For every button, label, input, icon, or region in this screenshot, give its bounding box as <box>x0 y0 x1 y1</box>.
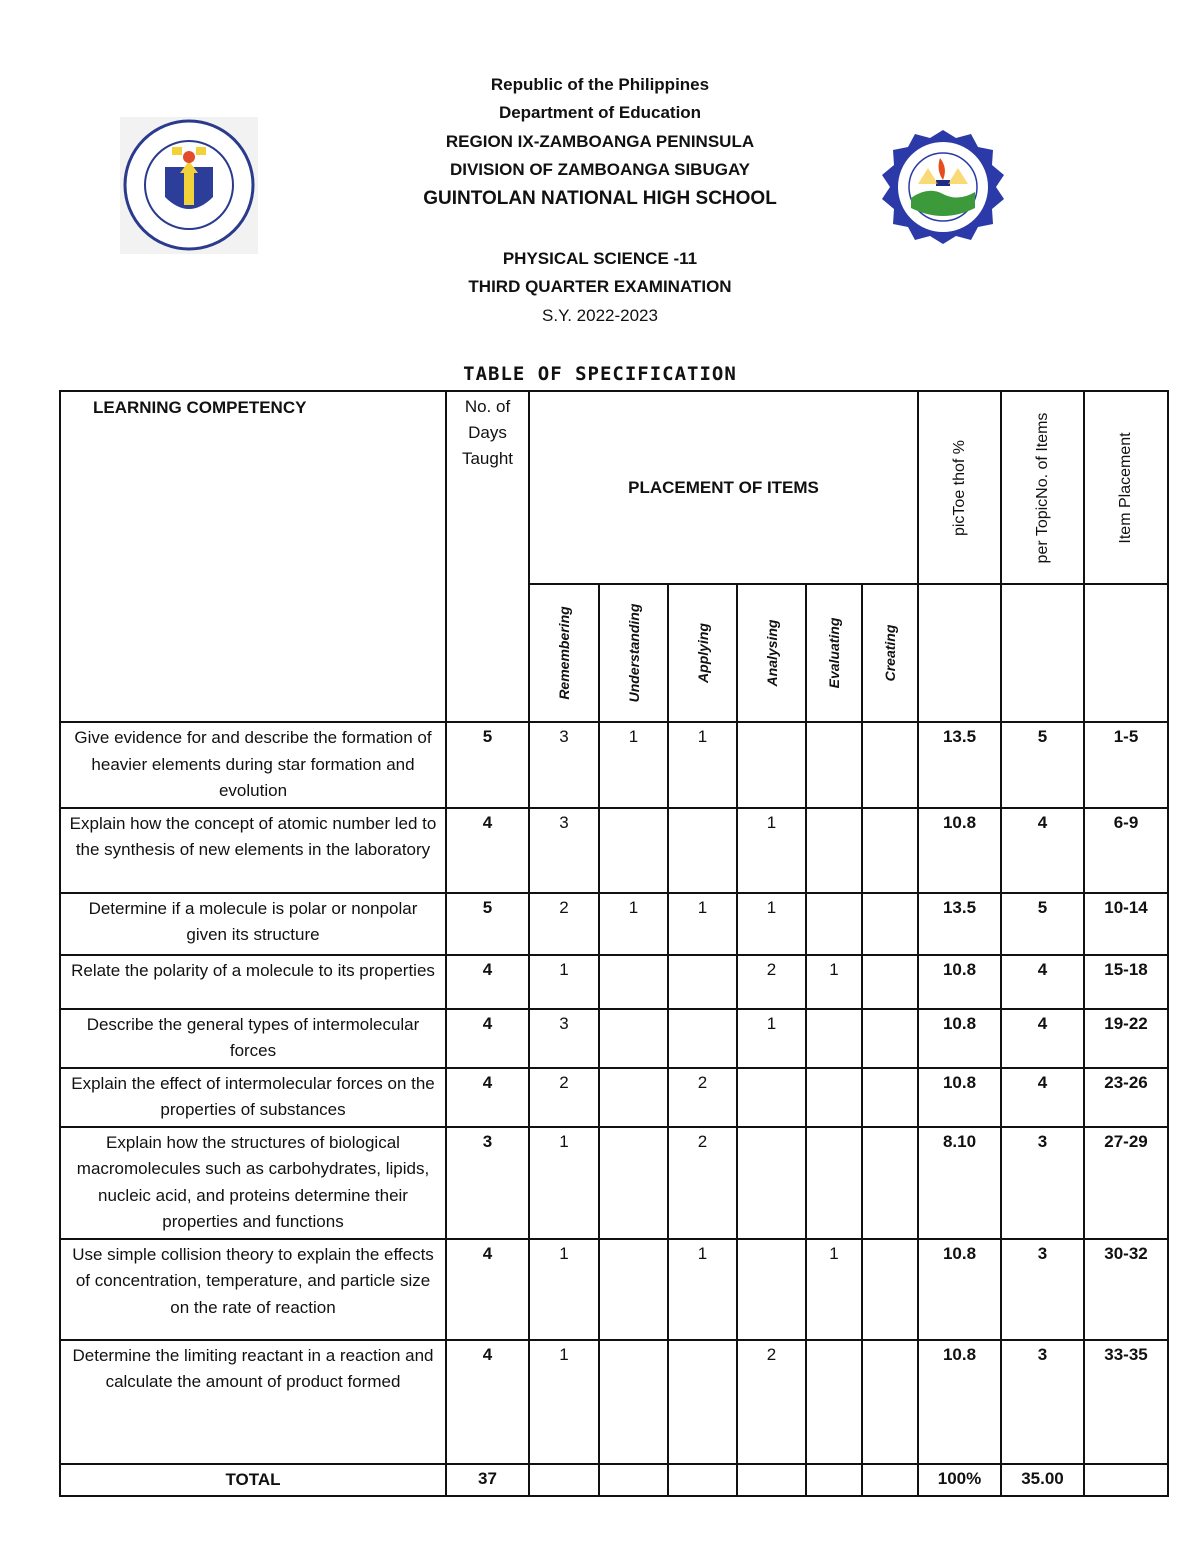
placement-cell: 19-22 <box>1084 1009 1168 1068</box>
percentage-cell: 10.8 <box>918 1009 1001 1068</box>
empty-cell <box>668 1464 737 1496</box>
creating-cell <box>862 1127 918 1239</box>
applying-cell: 1 <box>668 1239 737 1340</box>
competency-cell: Explain how the structures of biological macromolecules such as carbohydrates, lipids, nucleic acid, and proteins determine their properties and functions <box>60 1127 446 1239</box>
days-cell: 4 <box>446 1009 529 1068</box>
items-cell: 4 <box>1001 1068 1084 1127</box>
total-items: 35.00 <box>1001 1464 1084 1496</box>
number-of-items-header: per TopicNo. of Items <box>1001 391 1084 584</box>
creating-cell <box>862 1009 918 1068</box>
items-cell: 4 <box>1001 955 1084 1009</box>
analysing-cell <box>737 1239 806 1340</box>
header-department: Department of Education <box>498 103 702 122</box>
percentage-cell: 13.5 <box>918 893 1001 955</box>
remembering-cell: 2 <box>529 1068 599 1127</box>
items-cell: 4 <box>1001 808 1084 893</box>
placement-cell: 15-18 <box>1084 955 1168 1009</box>
remembering-cell: 1 <box>529 1239 599 1340</box>
understanding-cell <box>599 1127 668 1239</box>
bloom-evaluating-header: Evaluating <box>806 584 862 722</box>
empty-cell <box>806 1464 862 1496</box>
days-cell: 4 <box>446 1068 529 1127</box>
understanding-cell <box>599 1009 668 1068</box>
specification-table <box>59 390 1169 1497</box>
bloom-applying-header: Applying <box>668 584 737 722</box>
applying-cell: 2 <box>668 1068 737 1127</box>
days-cell: 5 <box>446 722 529 808</box>
header-republic: Republic of the Philippines <box>490 75 710 94</box>
table-row <box>60 955 1168 1009</box>
applying-cell: 1 <box>668 893 737 955</box>
days-cell: 3 <box>446 1127 529 1239</box>
placement-cell: 23-26 <box>1084 1068 1168 1127</box>
understanding-cell: 1 <box>599 893 668 955</box>
placement-cell: 1-5 <box>1084 722 1168 808</box>
creating-cell <box>862 1239 918 1340</box>
competency-cell: Describe the general types of intermolecular forces <box>60 1009 446 1068</box>
analysing-cell: 2 <box>737 955 806 1009</box>
analysing-cell <box>737 1127 806 1239</box>
creating-cell <box>862 1340 918 1464</box>
competency-cell: Give evidence for and describe the formation of heavier elements during star formation and evolution <box>60 722 446 808</box>
items-cell: 5 <box>1001 893 1084 955</box>
empty-cell <box>918 584 1001 722</box>
header-subject: PHYSICAL SCIENCE -11 <box>502 249 698 268</box>
understanding-cell <box>599 1239 668 1340</box>
total-days: 37 <box>446 1464 529 1496</box>
understanding-cell <box>599 955 668 1009</box>
competency-cell: Explain the effect of intermolecular forces on the properties of substances <box>60 1068 446 1127</box>
analysing-cell: 1 <box>737 1009 806 1068</box>
evaluating-cell: 1 <box>806 955 862 1009</box>
remembering-cell: 3 <box>529 722 599 808</box>
evaluating-cell: 1 <box>806 1239 862 1340</box>
items-cell: 4 <box>1001 1009 1084 1068</box>
percentage-cell: 8.10 <box>918 1127 1001 1239</box>
percentage-cell: 10.8 <box>918 955 1001 1009</box>
applying-cell <box>668 808 737 893</box>
placement-cell: 27-29 <box>1084 1127 1168 1239</box>
table-row <box>60 1009 1168 1068</box>
evaluating-cell <box>806 1009 862 1068</box>
percentage-cell: 10.8 <box>918 1068 1001 1127</box>
bloom-creating-header: Creating <box>862 584 918 722</box>
deped-seal-logo <box>120 117 258 254</box>
competency-cell: Determine if a molecule is polar or nonpolar given its structure <box>60 893 446 955</box>
items-cell: 3 <box>1001 1340 1084 1464</box>
percentage-header: picToe thof % <box>918 391 1001 584</box>
placement-cell: 10-14 <box>1084 893 1168 955</box>
empty-cell <box>529 1464 599 1496</box>
understanding-cell: 1 <box>599 722 668 808</box>
header-exam: THIRD QUARTER EXAMINATION <box>468 277 732 296</box>
remembering-cell: 1 <box>529 1127 599 1239</box>
placement-cell: 30-32 <box>1084 1239 1168 1340</box>
percentage-cell: 10.8 <box>918 1239 1001 1340</box>
applying-cell: 1 <box>668 722 737 808</box>
remembering-cell: 3 <box>529 808 599 893</box>
competency-cell: Use simple collision theory to explain the effects of concentration, temperature, and particle size on the rate of reaction <box>60 1239 446 1340</box>
days-cell: 5 <box>446 893 529 955</box>
analysing-cell: 1 <box>737 808 806 893</box>
percentage-cell: 10.8 <box>918 808 1001 893</box>
empty-cell <box>1084 584 1168 722</box>
bloom-understanding-header: Understanding <box>599 584 668 722</box>
item-placement-header: Item Placement <box>1084 391 1168 584</box>
days-cell: 4 <box>446 955 529 1009</box>
competency-cell: Determine the limiting reactant in a reaction and calculate the amount of product formed <box>60 1340 446 1464</box>
days-taught-header: No. of Days Taught <box>446 391 529 722</box>
understanding-cell <box>599 808 668 893</box>
creating-cell <box>862 1068 918 1127</box>
items-cell: 5 <box>1001 722 1084 808</box>
placement-cell: 6-9 <box>1084 808 1168 893</box>
percentage-cell: 10.8 <box>918 1340 1001 1464</box>
applying-cell <box>668 1340 737 1464</box>
creating-cell <box>862 722 918 808</box>
remembering-cell: 2 <box>529 893 599 955</box>
items-cell: 3 <box>1001 1127 1084 1239</box>
placement-of-items-header: PLACEMENT OF ITEMS <box>529 391 918 584</box>
applying-cell: 2 <box>668 1127 737 1239</box>
table-row <box>60 1127 1168 1239</box>
table-row <box>60 808 1168 893</box>
days-cell: 4 <box>446 808 529 893</box>
evaluating-cell <box>806 893 862 955</box>
table-row <box>60 722 1168 808</box>
empty-cell <box>1001 584 1084 722</box>
items-cell: 3 <box>1001 1239 1084 1340</box>
total-label: TOTAL <box>60 1464 446 1496</box>
total-percentage: 100% <box>918 1464 1001 1496</box>
header-division: DIVISION OF ZAMBOANGA SIBUGAY <box>449 160 751 179</box>
analysing-cell: 1 <box>737 893 806 955</box>
table-row <box>60 1340 1168 1464</box>
header-school-year: S.Y. 2022-2023 <box>542 306 658 325</box>
creating-cell <box>862 808 918 893</box>
table-row <box>60 1068 1168 1127</box>
remembering-cell: 1 <box>529 1340 599 1464</box>
percentage-cell: 13.5 <box>918 722 1001 808</box>
understanding-cell <box>599 1340 668 1464</box>
applying-cell <box>668 1009 737 1068</box>
creating-cell <box>862 955 918 1009</box>
remembering-cell: 1 <box>529 955 599 1009</box>
learning-competency-header: LEARNING COMPETENCY <box>60 391 446 722</box>
analysing-cell: 2 <box>737 1340 806 1464</box>
header-school: GUINTOLAN NATIONAL HIGH SCHOOL <box>423 188 777 209</box>
creating-cell <box>862 893 918 955</box>
table-row <box>60 1239 1168 1340</box>
evaluating-cell <box>806 1068 862 1127</box>
header-region: REGION IX-ZAMBOANGA PENINSULA <box>445 132 755 151</box>
evaluating-cell <box>806 1127 862 1239</box>
days-cell: 4 <box>446 1239 529 1340</box>
remembering-cell: 3 <box>529 1009 599 1068</box>
placement-cell: 33-35 <box>1084 1340 1168 1464</box>
bloom-remembering-header: Remembering <box>529 584 599 722</box>
table-row <box>60 893 1168 955</box>
empty-cell <box>599 1464 668 1496</box>
analysing-cell <box>737 722 806 808</box>
competency-cell: Relate the polarity of a molecule to its properties <box>60 955 446 1009</box>
understanding-cell <box>599 1068 668 1127</box>
empty-cell <box>1084 1464 1168 1496</box>
evaluating-cell <box>806 722 862 808</box>
competency-cell: Explain how the concept of atomic number led to the synthesis of new elements in the laboratory <box>60 808 446 893</box>
bloom-analysing-header: Analysing <box>737 584 806 722</box>
applying-cell <box>668 955 737 1009</box>
evaluating-cell <box>806 1340 862 1464</box>
days-cell: 4 <box>446 1340 529 1464</box>
analysing-cell <box>737 1068 806 1127</box>
empty-cell <box>862 1464 918 1496</box>
evaluating-cell <box>806 808 862 893</box>
empty-cell <box>737 1464 806 1496</box>
document-title: TABLE OF SPECIFICATION <box>463 363 737 385</box>
